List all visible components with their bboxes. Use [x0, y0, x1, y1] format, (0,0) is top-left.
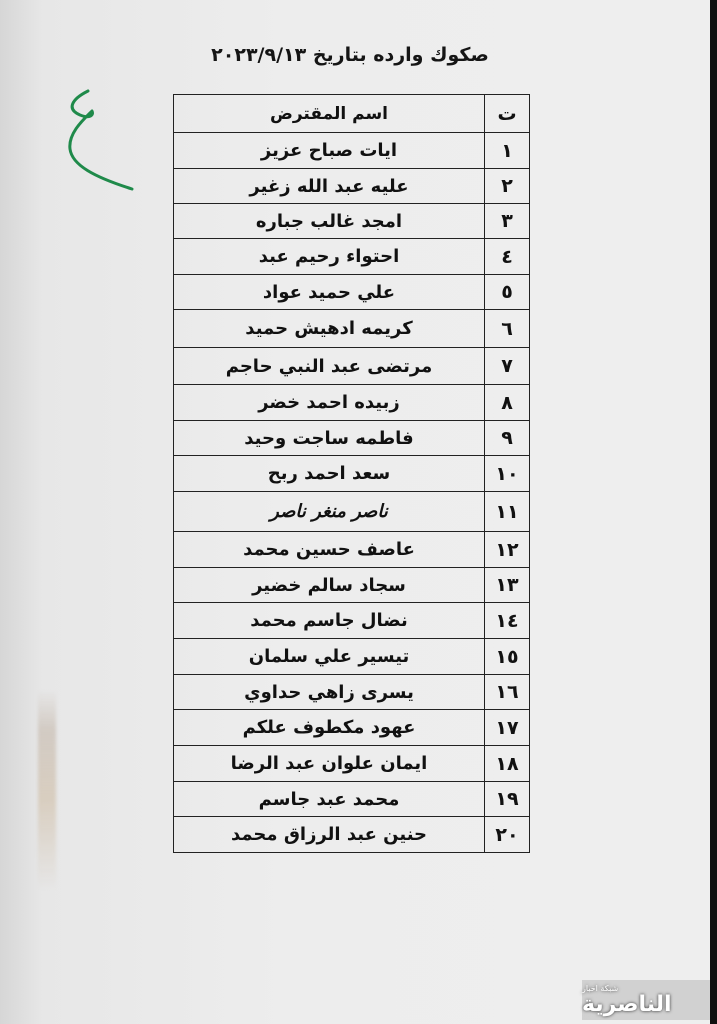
table-row	[174, 456, 530, 492]
row-name: علي حميد عواد	[174, 275, 485, 310]
handwritten-number-mark	[60, 85, 138, 195]
row-number: ١٠	[485, 456, 530, 492]
table-row	[174, 710, 530, 746]
row-name: حنين عبد الرزاق محمد	[174, 817, 485, 853]
table-row	[174, 421, 530, 456]
photo-edge-border	[710, 0, 717, 1024]
table-row	[174, 639, 530, 675]
table-row	[174, 310, 530, 348]
row-name: كريمه ادهيش حميد	[174, 310, 485, 348]
source-watermark	[582, 980, 710, 1020]
row-number: ٣	[485, 204, 530, 239]
row-number: ١٨	[485, 746, 530, 782]
row-name: عهود مكطوف علكم	[174, 710, 485, 746]
row-number: ١٢	[485, 532, 530, 568]
document-title: صكوك وارده بتاريخ ٢٠٢٣/٩/١٣	[211, 44, 489, 66]
row-name: نضال جاسم محمد	[174, 603, 485, 639]
table-row	[174, 817, 530, 853]
table-row	[174, 675, 530, 710]
row-name: زبيده احمد خضر	[174, 385, 485, 421]
row-number: ٩	[485, 421, 530, 456]
row-number: ٢	[485, 169, 530, 204]
row-name: ايمان علوان عبد الرضا	[174, 746, 485, 782]
row-number: ٨	[485, 385, 530, 421]
row-name: ناصر منغر ناصر	[174, 492, 485, 532]
table-row	[174, 204, 530, 239]
table-row	[174, 568, 530, 603]
row-number: ١٩	[485, 782, 530, 817]
row-number: ١٤	[485, 603, 530, 639]
row-name: ايات صباح عزيز	[174, 133, 485, 169]
row-number: ١١	[485, 492, 530, 532]
row-name: احتواء رحيم عبد	[174, 239, 485, 275]
watermark-logo-text: الناصرية	[582, 991, 672, 1017]
table-row	[174, 746, 530, 782]
table-row	[174, 492, 530, 532]
watermark-caption: شبكة اخبار	[582, 983, 619, 993]
row-name: مرتضى عبد النبي حاجم	[174, 348, 485, 385]
row-number: ١٦	[485, 675, 530, 710]
row-number: ٧	[485, 348, 530, 385]
header-number: ت	[485, 95, 530, 133]
row-name: عاصف حسين محمد	[174, 532, 485, 568]
row-number: ١	[485, 133, 530, 169]
table-row	[174, 603, 530, 639]
borrowers-table	[173, 94, 530, 853]
table-row	[174, 385, 530, 421]
row-number: ٢٠	[485, 817, 530, 853]
paper-stain	[38, 690, 56, 890]
row-name: سعد احمد ربح	[174, 456, 485, 492]
table-header-row	[174, 95, 530, 133]
table-row	[174, 239, 530, 275]
table-row	[174, 169, 530, 204]
table-row	[174, 133, 530, 169]
table-row	[174, 532, 530, 568]
row-name: فاطمه ساجت وحيد	[174, 421, 485, 456]
row-name: تيسير علي سلمان	[174, 639, 485, 675]
row-number: ١٧	[485, 710, 530, 746]
row-number: ٤	[485, 239, 530, 275]
row-number: ٥	[485, 275, 530, 310]
row-number: ٦	[485, 310, 530, 348]
row-number: ١٥	[485, 639, 530, 675]
table-row	[174, 348, 530, 385]
row-name: عليه عبد الله زغير	[174, 169, 485, 204]
table-row	[174, 275, 530, 310]
row-name: امجد غالب جباره	[174, 204, 485, 239]
row-name: سجاد سالم خضير	[174, 568, 485, 603]
row-number: ١٣	[485, 568, 530, 603]
row-name: محمد عبد جاسم	[174, 782, 485, 817]
row-name: يسرى زاهي حداوي	[174, 675, 485, 710]
table-row	[174, 782, 530, 817]
header-name: اسم المقترض	[174, 95, 485, 133]
